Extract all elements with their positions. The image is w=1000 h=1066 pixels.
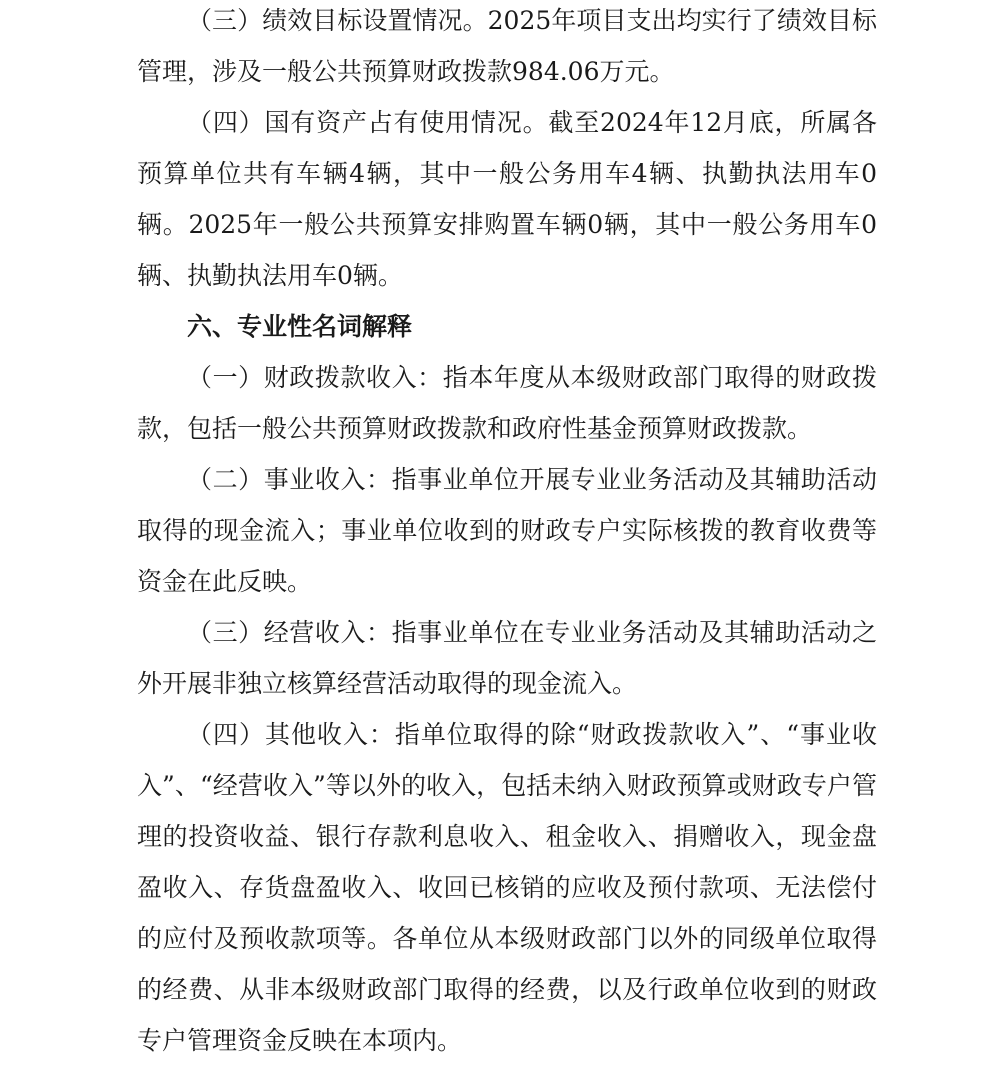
paragraph-text: 截至2024年12月底，所属各预算单位共有车辆4辆，其中一般公务用车4辆、执勤执法用车0辆。2025年一般公共预算安排购置车辆0辆，其中一般公务用车0辆、执勤执法用车0辆。 [137, 108, 877, 290]
definition-other-income [137, 709, 877, 1066]
definition-term: （四）其他收入： [187, 720, 395, 749]
paragraph-state-assets [137, 97, 877, 301]
definition-term: （一）财政拨款收入： [187, 363, 443, 392]
definition-text: 指本年度从本级财政部门取得的财政拨款，包括一般公共预算财政拨款和政府性基金预算财政拨款。 [137, 363, 877, 443]
definition-business-income [137, 454, 877, 607]
definition-text: 指单位取得的除“财政拨款收入”、“事业收入”、“经营收入”等以外的收入，包括未纳入财政预算或财政专户管理的投资收益、银行存款利息收入、租金收入、捐赠收入，现金盘盈收入、存货盘盈收入、收回已核销的应收及预付款项、无法偿付的应付及预收款项等。各单位从本级财政部门以外的同级单位取得的经费、从非本级财政部门取得的经费，以及行政单位收到的财政专户管理资金反映在本项内。 [137, 720, 877, 1055]
paragraph-lead: （三）绩效目标设置情况。 [187, 6, 488, 35]
paragraph-performance-targets [137, 0, 877, 97]
definition-term: （三）经营收入： [187, 618, 392, 647]
section-heading: 六、专业性名词解释 [187, 312, 413, 341]
document-page [137, 0, 877, 1066]
definition-text: 指事业单位在专业业务活动及其辅助活动之外开展非独立核算经营活动取得的现金流入。 [137, 618, 877, 698]
paragraph-text: 2025年项目支出均实行了绩效目标管理，涉及一般公共预算财政拨款984.06万元。 [137, 6, 877, 86]
definition-operating-income [137, 607, 877, 709]
definition-term: （二）事业收入： [187, 465, 392, 494]
paragraph-lead: （四）国有资产占有使用情况。 [187, 108, 549, 137]
definition-text: 指事业单位开展专业业务活动及其辅助活动取得的现金流入；事业单位收到的财政专户实际核拨的教育收费等资金在此反映。 [137, 465, 877, 596]
definition-fiscal-appropriation-income [137, 352, 877, 454]
